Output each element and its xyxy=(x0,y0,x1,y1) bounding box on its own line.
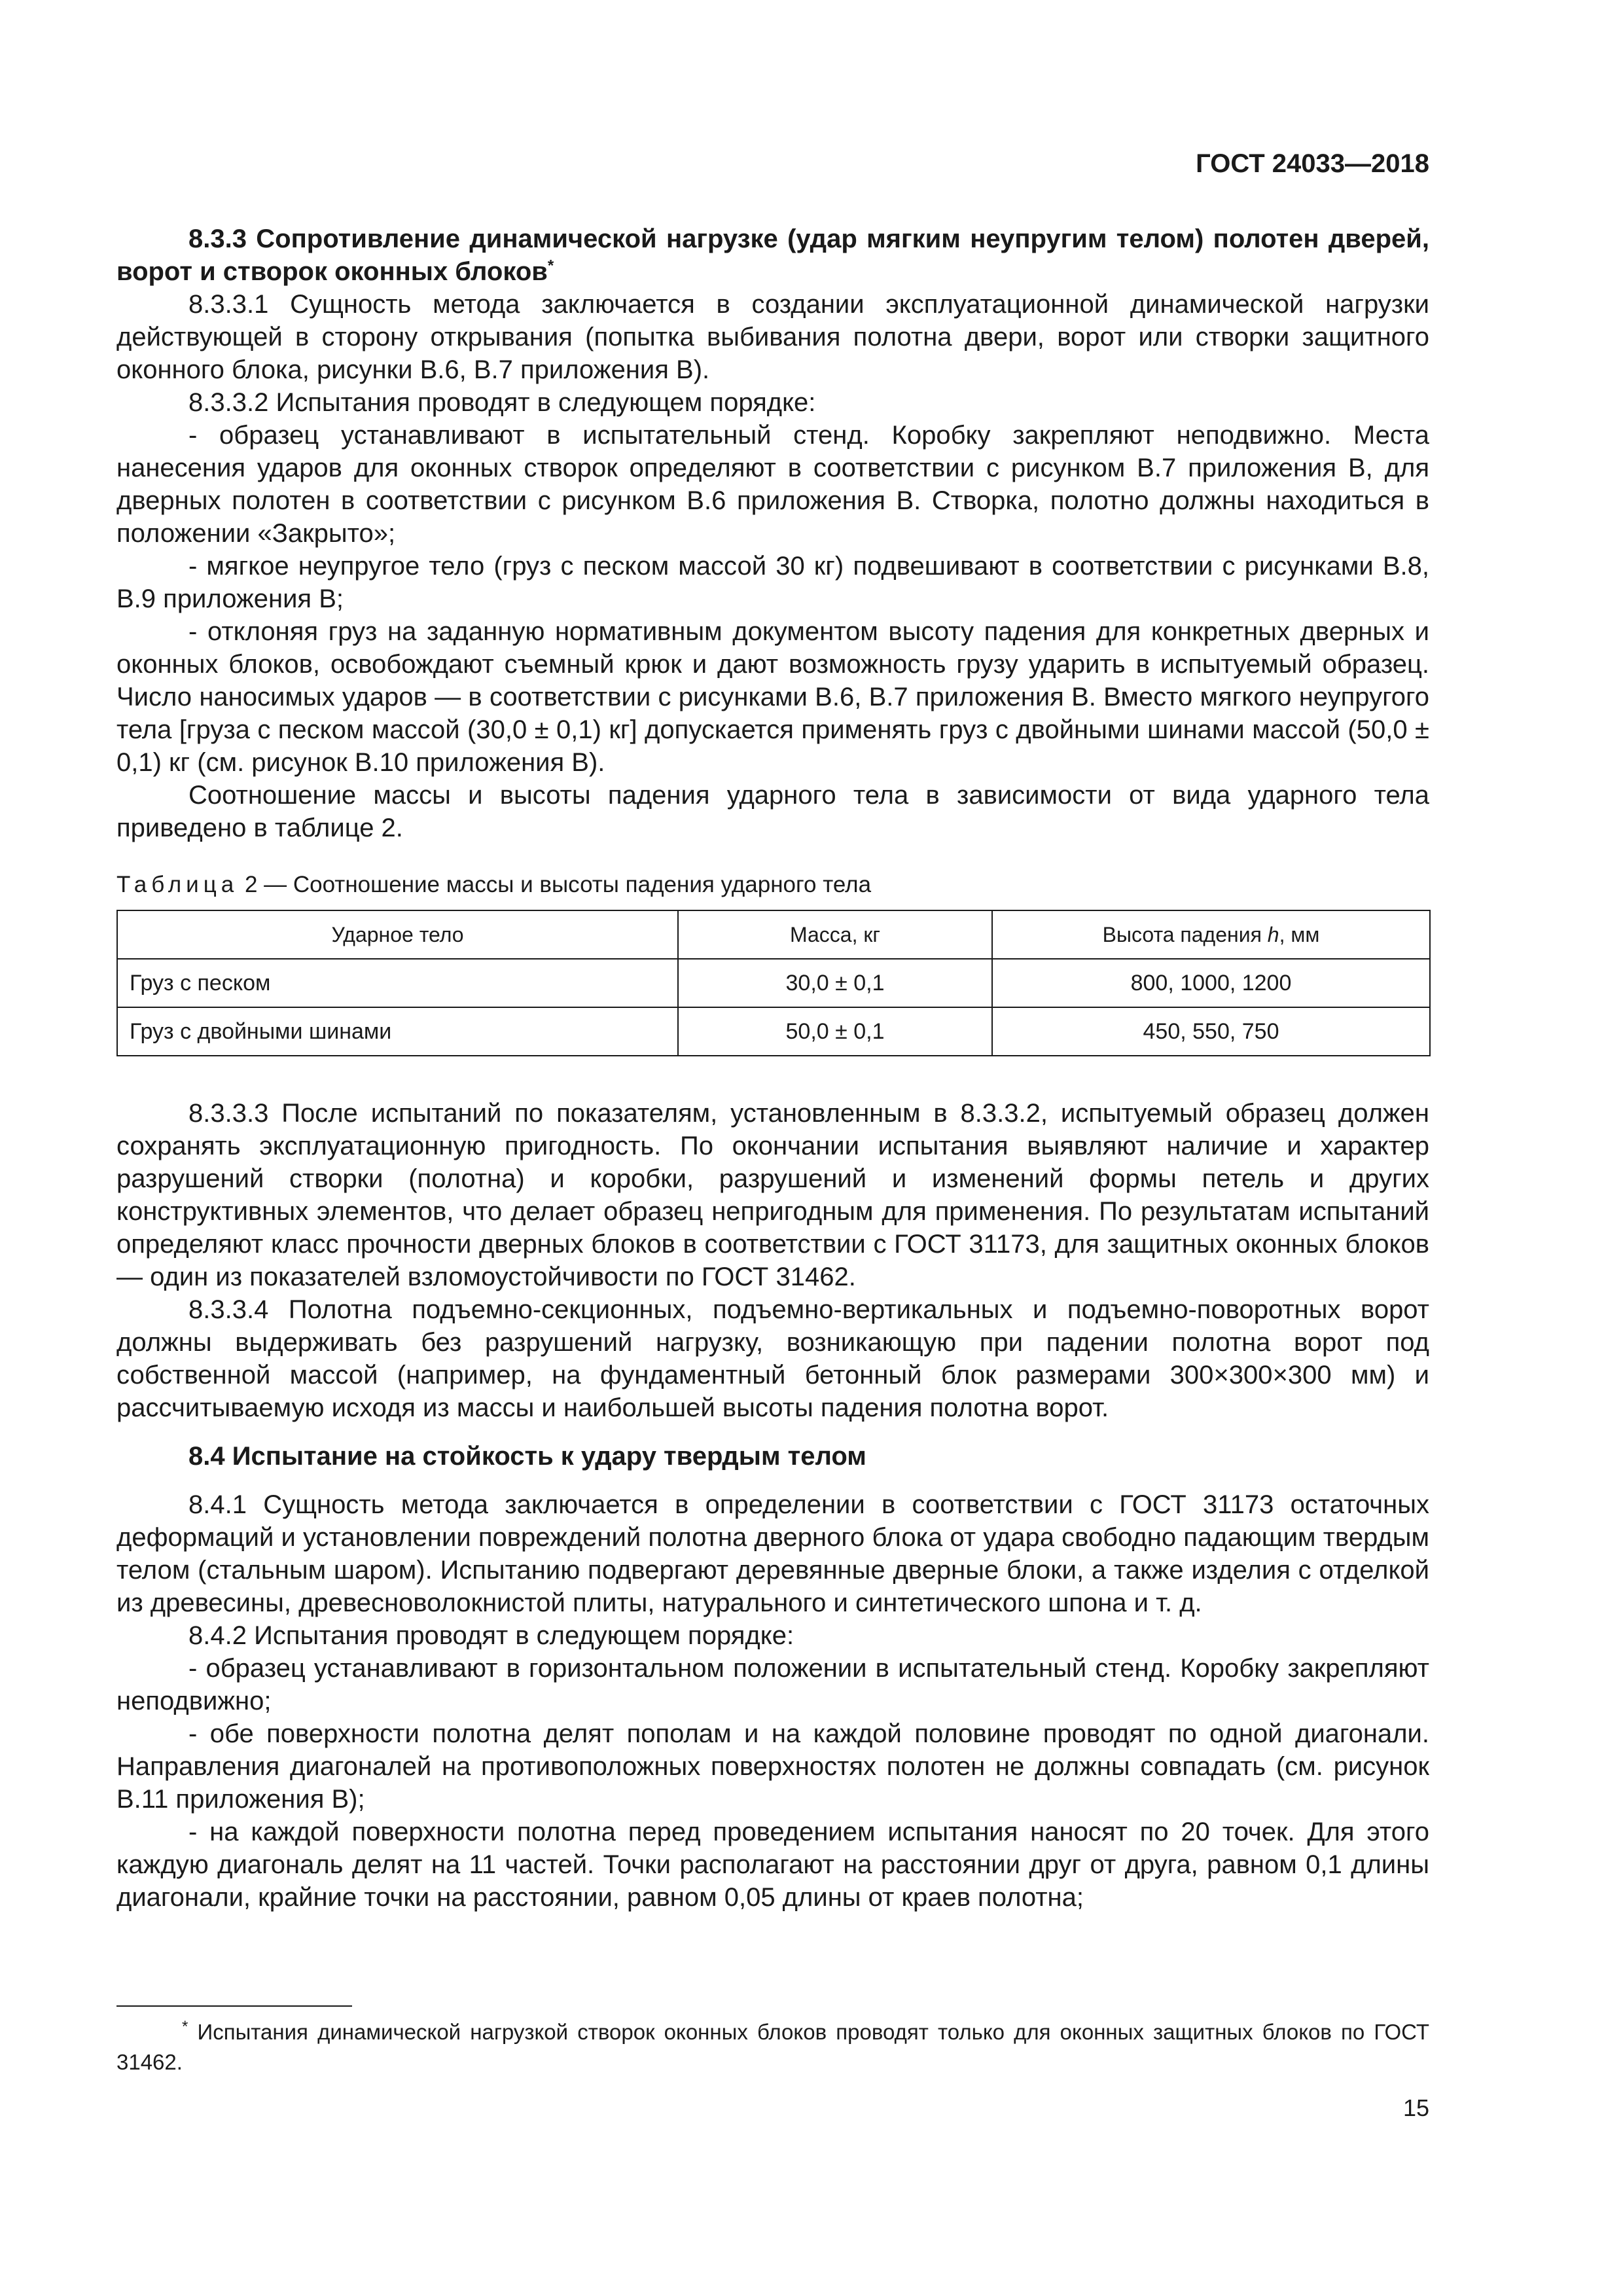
table-row xyxy=(117,959,1430,1007)
footnote-mark: * xyxy=(182,2018,188,2036)
table-caption-label: Таблица xyxy=(116,872,239,897)
paragraph-8-4-2: 8.4.2 Испытания проводят в следующем порядке: xyxy=(188,1621,794,1650)
footnote-mark: * xyxy=(547,257,554,275)
list-item: - мягкое неупругое тело (груз с песком массой 30 кг) подвешивают в соответствии с рисунками В.8, В.9 приложения В; xyxy=(116,552,1429,613)
section-8-4-heading: 8.4 Испытание на стойкость к удару твердым телом xyxy=(188,1442,866,1471)
paragraph-8-4-1: 8.4.1 Сущность метода заключается в определении в соответствии с ГОСТ 31173 остаточных деформаций и установлении повреждений полотна дверного блока от удара свободно падающим твердым телом (стальным шаром). Испытанию подвергают деревянные дверные блоки, а также изделия с отделкой из древесины, древесноволокнистой плиты, натурального и синтетического шпона и т. д. xyxy=(116,1490,1429,1617)
paragraph-8-3-3-4: 8.3.3.4 Полотна подъемно-секционных, подъемно-вертикальных и подъемно-поворотных ворот должны выдерживать без разрушений нагрузку, возникающую при падении полотна ворот под собственной массой (например, на фундаментный бетонный блок размерами 300×300×300 мм) и рассчитываемую исходя из массы и наибольшей высоты падения полотна ворот. xyxy=(116,1295,1429,1422)
paragraph-8-3-3-1: 8.3.3.1 Сущность метода заключается в создании эксплуатационной динамической нагрузки действующей в сторону открывания (попытка выбивания полотна двери, ворот или створки защитного оконного блока, рисунки В.6, В.7 приложения В). xyxy=(116,290,1429,384)
table-header-cell xyxy=(992,910,1430,959)
table-caption-title: 2 — Соотношение массы и высоты падения ударного тела xyxy=(238,872,872,897)
page-number: 15 xyxy=(1402,2094,1429,2121)
document-page xyxy=(116,0,1429,2296)
table-cell: 800, 1000, 1200 xyxy=(992,959,1430,1007)
table-header-row xyxy=(117,910,1430,959)
list-item: - обе поверхности полотна делят пополам и на каждой половине проводят по одной диагонали. Направления диагоналей на противоположных поверхностях полотен не должны совпадать (см. рисунок В.11 приложения В); xyxy=(116,1719,1429,1814)
table-cell: 50,0 ± 0,1 xyxy=(678,1007,992,1056)
list-item: - на каждой поверхности полотна перед проведением испытания наносят по 20 точек. Для этого каждую диагональ делят на 11 частей. Точки располагают на расстоянии друг от друга, равном 0,1 длины диагонали, крайние точки на расстоянии, равном 0,05 длины от краев полотна; xyxy=(116,1818,1429,1912)
paragraph-8-3-3-3: 8.3.3.3 После испытаний по показателям, установленным в 8.3.3.2, испытуемый образец должен сохранять эксплуатационную пригодность. По окончании испытания выявляют наличие и характер разрушений створки (полотна) и коробки, разрушений и изменений формы петель и других конструктивных элементов, что делает образец непригодным для применения. По результатам испытаний определяют класс прочности дверных блоков в соответствии с ГОСТ 31173, для защитных оконных блоков — один из показателей взломоустойчивости по ГОСТ 31462. xyxy=(116,1099,1429,1291)
list-item: - образец устанавливают в горизонтальном положении в испытательный стенд. Коробку закрепляют неподвижно; xyxy=(116,1654,1429,1715)
table-header-cell: Ударное тело xyxy=(117,910,678,959)
list-item: - отклоняя груз на заданную нормативным документом высоту падения для конкретных дверных и оконных блоков, освобождают съемный крюк и дают возможность грузу ударить в испытуемый образец. Число наносимых ударов — в соответствии с рисунками В.6, В.7 приложения В. Вместо мягкого неупругого тела [груза с песком массой (30,0 ± 0,1) кг] допускается применять груз с двойными шинами массой (50,0 ± 0,1) кг (см. рисунок В.10 приложения В). xyxy=(116,617,1429,777)
paragraph-8-3-3-2: 8.3.3.2 Испытания проводят в следующем порядке: xyxy=(188,388,816,417)
table-cell: Груз с двойными шинами xyxy=(117,1007,678,1056)
table-caption xyxy=(116,870,1429,899)
table-cell: 450, 550, 750 xyxy=(992,1007,1430,1056)
document-header-code: ГОСТ 24033—2018 xyxy=(1196,149,1429,178)
table-header-cell: Масса, кг xyxy=(678,910,992,959)
table-cell: Груз с песком xyxy=(117,959,678,1007)
table-cell: 30,0 ± 0,1 xyxy=(678,959,992,1007)
list-item: - образец устанавливают в испытательный стенд. Коробку закрепляют неподвижно. Места нанесения ударов для оконных створок определяют в соответствии с рисунком В.7 приложения В, для дверных полотен в соответствии с рисунком В.6 приложения В. Створка, полотно должны находиться в положении «Закрыто»; xyxy=(116,421,1429,548)
table-2 xyxy=(116,910,1431,1056)
section-8-3-3-heading xyxy=(116,223,1429,288)
paragraph-table-reference: Соотношение массы и высоты падения ударного тела в зависимости от вида ударного тела приведено в таблице 2. xyxy=(116,781,1429,842)
section-heading-text: 8.3.3 Сопротивление динамической нагрузке (удар мягким неупругим телом) полотен дверей, ворот и створок оконных блоков xyxy=(116,224,1429,286)
header-text: Высота падения xyxy=(1102,922,1268,946)
table-row xyxy=(117,1007,1430,1056)
header-variable: h xyxy=(1267,922,1279,946)
footnote-separator xyxy=(116,2005,352,2007)
document-body xyxy=(116,223,1429,1914)
spacer xyxy=(116,1056,1429,1097)
footnote-text: Испытания динамической нагрузкой створок оконных блоков проводят только для оконных защитных блоков по ГОСТ 31462. xyxy=(116,2020,1429,2074)
header-unit: , мм xyxy=(1279,922,1320,946)
footnote xyxy=(116,2017,1429,2077)
